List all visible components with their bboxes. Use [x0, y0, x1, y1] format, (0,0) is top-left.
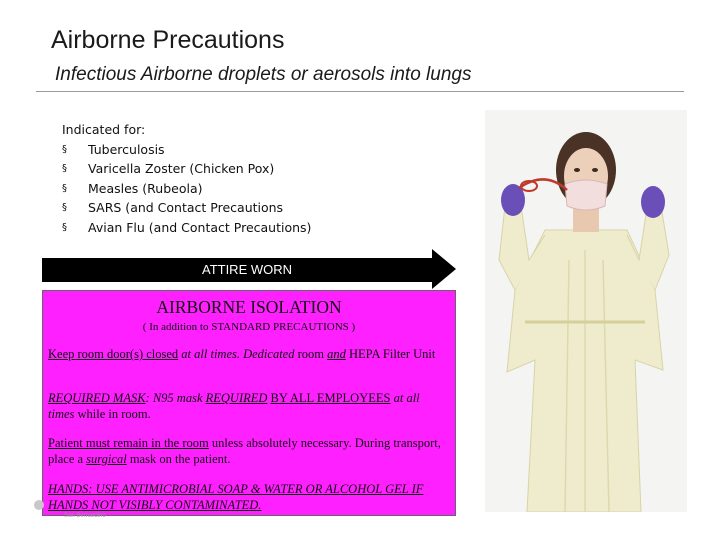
list-item: § SARS (and Contact Precautions [62, 198, 311, 218]
bullet-icon: § [62, 143, 67, 155]
footer-caption: San Bernardino [64, 513, 106, 519]
list-item: § Avian Flu (and Contact Precautions) [62, 218, 311, 238]
person-in-isolation-gown-image [485, 110, 687, 512]
bullet-icon: § [62, 163, 67, 174]
arrow-label: ATTIRE WORN [201, 262, 293, 277]
title-divider [36, 91, 684, 92]
sign-door-instruction: Keep room door(s) closed at all times. Dedicated room and HEPA Filter Unit [48, 347, 436, 361]
sign-transport-instruction: Patient must remain in the room unless absolutely necessary. During transport, place a surgical mask on the patient. [48, 436, 441, 466]
bullet-icon: § [62, 202, 67, 213]
indicated-heading: Indicated for: [62, 122, 146, 137]
list-item: § Varicella Zoster (Chicken Pox) [62, 159, 311, 179]
airborne-isolation-sign [42, 290, 456, 516]
footer-logo [34, 486, 134, 526]
sign-hand-hygiene: HANDS: USE ANTIMICROBIAL SOAP & WATER OR ALCOHOL GEL IF HANDS NOT VISIBLY CONTAMINATED. [48, 482, 424, 512]
sign-heading: AIRBORNE ISOLATION [156, 297, 342, 317]
indicated-for-list [62, 120, 311, 237]
bullet-icon: § [62, 182, 67, 194]
slide-title: Airborne Precautions [51, 26, 285, 54]
list-item: § Measles (Rubeola) [62, 179, 311, 199]
logo-icon [34, 500, 44, 510]
ppe-photo [485, 110, 687, 512]
list-item: § Tuberculosis [62, 140, 311, 160]
attire-worn-arrow [42, 249, 456, 289]
slide-subtitle: Infectious Airborne droplets or aerosols into lungs [55, 64, 472, 85]
sign-subheading: ( In addition to STANDARD PRECAUTIONS ) [142, 321, 356, 333]
sign-mask-instruction: REQUIRED MASK: N95 mask REQUIRED BY ALL EMPLOYEES at all times while in room. [48, 391, 420, 421]
bullet-icon: § [62, 221, 67, 233]
